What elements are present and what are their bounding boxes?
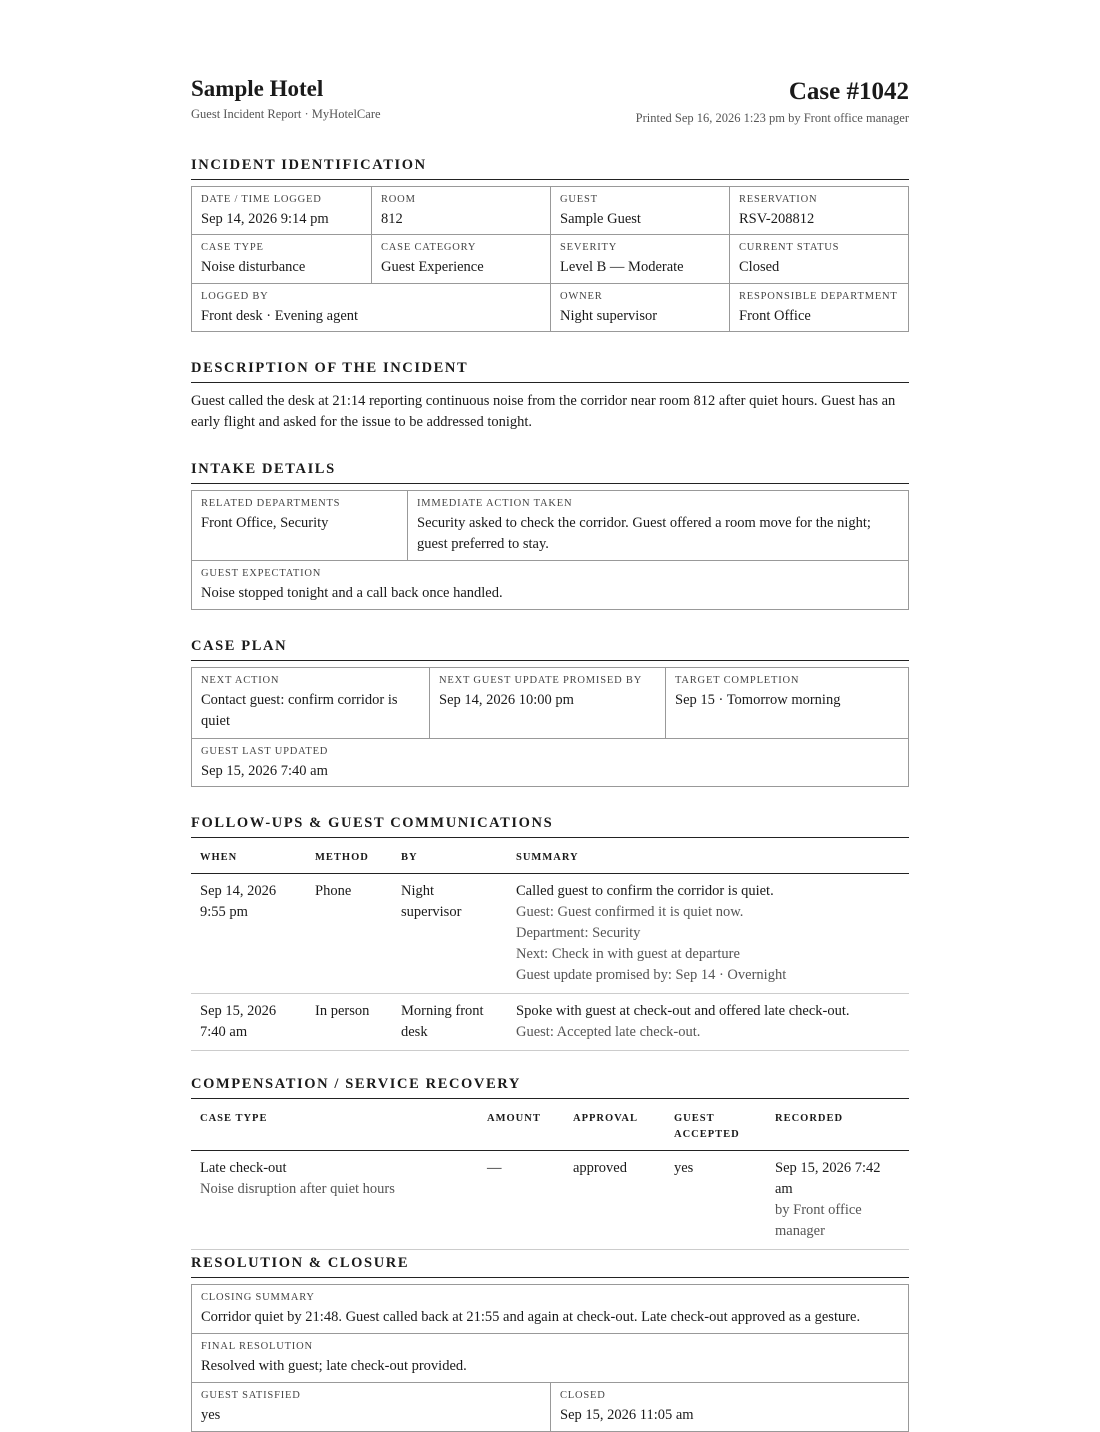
column-header-amount: AMOUNT <box>478 1099 564 1151</box>
compensation-table <box>191 1099 909 1250</box>
column-header-summary: SUMMARY <box>507 838 909 874</box>
section-title-case-plan: CASE PLAN <box>191 637 909 661</box>
field-label: FINAL RESOLUTION <box>201 1341 313 1352</box>
field-value: Noise stopped tonight and a call back once handled. <box>201 585 503 601</box>
section-title-compensation: COMPENSATION / SERVICE RECOVERY <box>191 1075 909 1099</box>
table-row <box>191 874 909 994</box>
followup-detail: Next: Check in with guest at departure <box>516 946 740 962</box>
resolution-grid <box>191 1284 909 1432</box>
field-label: NEXT GUEST UPDATE PROMISED BY <box>439 675 643 686</box>
field-label: IMMEDIATE ACTION TAKEN <box>417 498 573 509</box>
field-label: NEXT ACTION <box>201 675 280 686</box>
table-row <box>191 1151 909 1250</box>
incident-description: Guest called the desk at 21:14 reporting continuous noise from the corridor near room 812 after quiet hours. Guest has an early flight and asked for the issue to be addressed tonight. <box>191 393 896 430</box>
followup-by: Morning front desk <box>392 994 507 1051</box>
field-next-action <box>192 668 429 738</box>
field-label: SEVERITY <box>560 242 618 253</box>
followup-date: Sep 14, 2026 <box>200 883 277 899</box>
field-guest-expectation <box>192 561 908 609</box>
table-header-row <box>191 1099 909 1151</box>
followup-detail: Department: Security <box>516 925 641 941</box>
field-value: 812 <box>381 211 403 227</box>
compensation-approval: approved <box>564 1151 665 1250</box>
column-header-case-type: CASE TYPE <box>191 1099 478 1151</box>
followup-detail: Guest update promised by: Sep 14 · Overnight <box>516 967 787 983</box>
field-label: OWNER <box>560 291 603 302</box>
field-responsible-department <box>729 284 908 331</box>
field-value: Sep 14, 2026 10:00 pm <box>439 692 574 708</box>
field-current-status <box>729 235 908 283</box>
compensation-guest-accepted: yes <box>665 1151 766 1250</box>
followup-method: In person <box>306 994 392 1051</box>
field-value: Night supervisor <box>560 308 658 324</box>
field-logged-by <box>192 284 550 331</box>
followup-time: 7:40 am <box>200 1024 248 1040</box>
column-header-by: BY <box>392 838 507 874</box>
column-header-method: METHOD <box>306 838 392 874</box>
field-immediate-action <box>407 491 908 560</box>
compensation-type: Late check-out <box>200 1160 287 1176</box>
identification-grid <box>191 186 909 332</box>
column-header-guest-accepted: GUEST ACCEPTED <box>665 1099 766 1151</box>
field-update-promised <box>429 668 665 738</box>
field-guest-last-updated <box>192 739 908 786</box>
field-guest <box>550 187 729 234</box>
field-value: Sep 14, 2026 9:14 pm <box>201 211 329 227</box>
compensation-type-cell <box>191 1151 478 1250</box>
field-value: Front Office <box>739 308 811 324</box>
field-value: Sep 15, 2026 11:05 am <box>560 1407 694 1423</box>
field-target-completion <box>665 668 908 738</box>
field-label: RELATED DEPARTMENTS <box>201 498 341 509</box>
field-label: CLOSING SUMMARY <box>201 1292 315 1303</box>
incident-report <box>191 74 909 1423</box>
field-label: CLOSED <box>560 1390 606 1401</box>
field-label: GUEST <box>560 194 598 205</box>
followup-summary-cell <box>507 874 909 994</box>
followup-when <box>191 874 306 994</box>
followups-table <box>191 838 909 1051</box>
section-title-intake: INTAKE DETAILS <box>191 460 909 484</box>
field-label: ROOM <box>381 194 416 205</box>
field-value: Contact guest: confirm corridor is quiet <box>201 692 398 729</box>
followup-detail: Guest: Guest confirmed it is quiet now. <box>516 904 744 920</box>
field-closing-summary <box>192 1285 908 1333</box>
field-related-departments <box>192 491 407 560</box>
field-case-category <box>371 235 550 283</box>
followup-detail: Guest: Accepted late check-out. <box>516 1024 701 1040</box>
field-guest-satisfied <box>192 1383 550 1431</box>
compensation-recorded-by: by Front office manager <box>775 1202 862 1239</box>
compensation-note: Noise disruption after quiet hours <box>200 1181 395 1197</box>
printed-info: Printed Sep 16, 2026 1:23 pm by Front office manager <box>635 111 909 125</box>
field-label: RESPONSIBLE DEPARTMENT <box>739 291 898 302</box>
case-plan-grid <box>191 667 909 787</box>
followup-method: Phone <box>306 874 392 994</box>
field-value: RSV-208812 <box>739 211 815 227</box>
table-row <box>191 994 909 1051</box>
field-value: Sep 15, 2026 7:40 am <box>201 763 328 779</box>
followup-time: 9:55 pm <box>200 904 248 920</box>
column-header-when: WHEN <box>191 838 306 874</box>
field-reservation <box>729 187 908 234</box>
field-value: Sep 15 · Tomorrow morning <box>675 692 841 708</box>
field-label: CASE CATEGORY <box>381 242 477 253</box>
field-date-logged <box>192 187 371 234</box>
report-header <box>191 74 909 134</box>
field-label: GUEST SATISFIED <box>201 1390 301 1401</box>
followup-summary: Spoke with guest at check-out and offered late check-out. <box>516 1003 850 1019</box>
compensation-recorded-cell <box>766 1151 909 1250</box>
field-severity <box>550 235 729 283</box>
column-header-recorded: RECORDED <box>766 1099 909 1151</box>
field-value: yes <box>201 1407 221 1423</box>
field-value: Resolved with guest; late check-out provided. <box>201 1358 467 1374</box>
report-subtitle: Guest Incident Report · MyHotelCare <box>191 107 381 121</box>
field-label: TARGET COMPLETION <box>675 675 800 686</box>
field-value: Sample Guest <box>560 211 641 227</box>
section-title-resolution: RESOLUTION & CLOSURE <box>191 1254 909 1278</box>
field-case-type <box>192 235 371 283</box>
section-title-identification: INCIDENT IDENTIFICATION <box>191 156 909 180</box>
followup-date: Sep 15, 2026 <box>200 1003 277 1019</box>
hotel-name: Sample Hotel <box>191 76 324 101</box>
followup-summary-cell <box>507 994 909 1051</box>
field-label: CASE TYPE <box>201 242 264 253</box>
field-value: Security asked to check the corridor. Guest offered a room move for the night; guest preferred to stay. <box>417 515 871 552</box>
field-label: LOGGED BY <box>201 291 269 302</box>
section-title-followups: FOLLOW-UPS & GUEST COMMUNICATIONS <box>191 814 909 838</box>
compensation-amount: — <box>478 1151 564 1250</box>
field-value: Guest Experience <box>381 259 484 275</box>
section-title-description: DESCRIPTION OF THE INCIDENT <box>191 359 909 383</box>
field-value: Front Office, Security <box>201 515 329 531</box>
field-room <box>371 187 550 234</box>
field-label: CURRENT STATUS <box>739 242 840 253</box>
field-value: Closed <box>739 259 780 275</box>
column-header-approval: APPROVAL <box>564 1099 665 1151</box>
field-final-resolution <box>192 1334 908 1382</box>
field-label: DATE / TIME LOGGED <box>201 194 322 205</box>
compensation-recorded: Sep 15, 2026 7:42 am <box>775 1160 881 1197</box>
field-value: Noise disturbance <box>201 259 306 275</box>
field-label: RESERVATION <box>739 194 818 205</box>
case-number: Case #1042 <box>788 78 909 105</box>
followup-by: Night supervisor <box>392 874 507 994</box>
intake-grid <box>191 490 909 610</box>
field-closed <box>550 1383 908 1431</box>
table-header-row <box>191 838 909 874</box>
field-value: Front desk · Evening agent <box>201 308 359 324</box>
field-label: GUEST LAST UPDATED <box>201 746 329 757</box>
followup-summary: Called guest to confirm the corridor is quiet. <box>516 883 774 899</box>
followup-when <box>191 994 306 1051</box>
field-value: Level B — Moderate <box>560 259 684 275</box>
field-value: Corridor quiet by 21:48. Guest called back at 21:55 and again at check-out. Late check-out approved as a gesture. <box>201 1309 861 1325</box>
field-label: GUEST EXPECTATION <box>201 568 322 579</box>
field-owner <box>550 284 729 331</box>
